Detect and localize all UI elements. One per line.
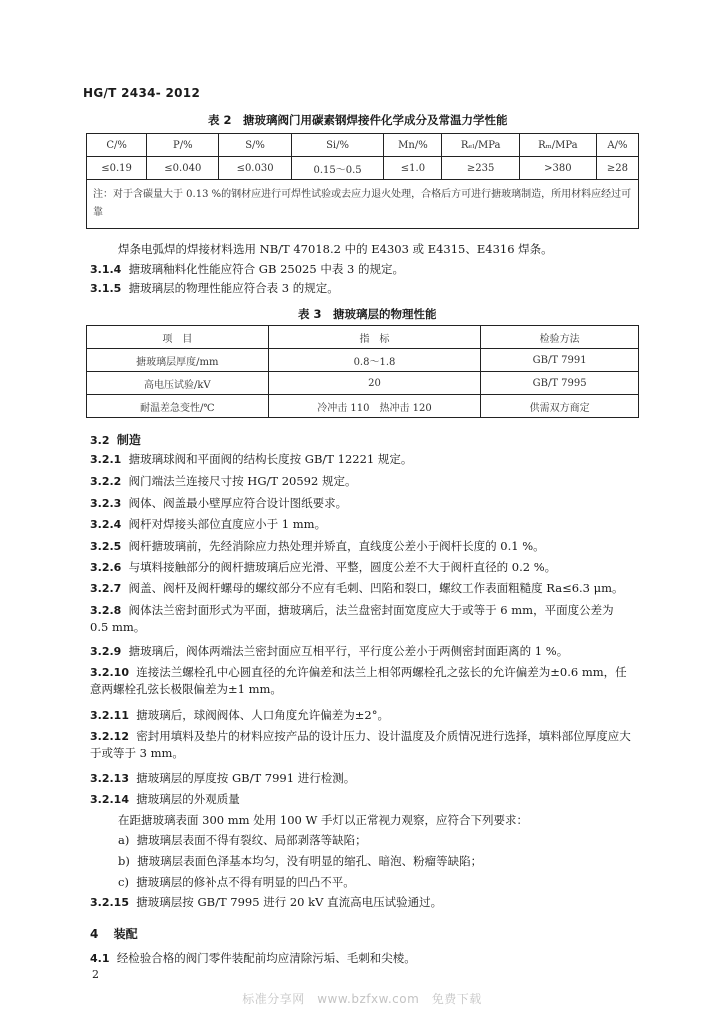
paragraph-3-1-5 (90, 280, 339, 297)
page-number: 2 (92, 968, 99, 981)
clause-number: 3.1.5 (90, 282, 122, 295)
table3-cell: GB/T 7995 (481, 372, 639, 395)
table2-header-cell: P/% (147, 134, 219, 157)
clause-number: 3.2.13 (90, 772, 129, 785)
table2-caption: 表 2 搪玻璃阀门用碳素钢焊接件化学成分及常温力学性能 (208, 113, 508, 127)
paragraph-3-1-4 (90, 261, 404, 278)
table3 (86, 325, 639, 418)
clause-3-2-2 (90, 473, 635, 490)
clause-3-2-11 (90, 707, 635, 724)
table2-cell: ≤1.0 (384, 157, 442, 180)
table3-row (87, 349, 639, 372)
appearance-item-a (118, 832, 638, 848)
watermark: 标准分享网 www.bzfxw.com 免费下载 (242, 992, 482, 1006)
table2-header-cell: A/% (596, 134, 638, 157)
table2-header-cell: Si/% (291, 134, 384, 157)
table2-note-row (87, 180, 639, 229)
table3-cell: 0.8～1.8 (268, 349, 481, 372)
table2-data-row (87, 157, 639, 180)
table3-cell: GB/T 7991 (481, 349, 639, 372)
clause-number: 3.2.1 (90, 453, 122, 466)
clause-text: 搪玻璃层的外观质量 (136, 792, 240, 806)
table3-cell: 耐温差急变性/℃ (87, 395, 269, 418)
table3-cell: 20 (268, 372, 481, 395)
clause-text: 搪玻璃层的厚度按 GB/T 7991 进行检测。 (136, 771, 356, 785)
clause-number: 3.2.11 (90, 709, 129, 722)
clause-3-2-4 (90, 516, 635, 533)
clause-number: 3.2.4 (90, 518, 122, 531)
table2-cell: ≤0.040 (147, 157, 219, 180)
item-marker: a) (118, 833, 130, 847)
clause-text: 搪玻璃后，球阀阀体、人口角度允许偏差为±2°。 (136, 708, 389, 722)
clause-text: 阀体法兰密封面形式为平面，搪玻璃后，法兰盘密封面宽度应大于或等于 6 mm，平面度公差为 0.5 mm。 (90, 603, 614, 634)
appearance-intro: 在距搪玻璃表面 300 mm 处用 100 W 手灯以正常视力观察，应符合下列要求： (118, 813, 528, 827)
clause-text: 搪玻璃层的物理性能应符合表 3 的规定。 (128, 281, 339, 295)
clause-text: 连接法兰螺栓孔中心圆直径的允许偏差和法兰上相邻两螺栓孔之弦长的允许偏差为±0.6 mm，任意两螺栓孔弦长极限偏差为±1 mm。 (90, 665, 627, 696)
table2-header-cell: Rₑₗ/MPa (442, 134, 519, 157)
clause-3-2-15 (90, 894, 635, 911)
table2-cell: ≥28 (596, 157, 638, 180)
item-text: 搪玻璃层的修补点不得有明显的凹凸不平。 (136, 875, 355, 889)
clause-number: 3.2.7 (90, 582, 122, 595)
clause-number: 3.2.5 (90, 540, 122, 553)
clause-number: 3.2.15 (90, 896, 129, 909)
clause-text: 阀杆对焊接头部位直度应小于 1 mm。 (128, 517, 327, 531)
table3-row (87, 395, 639, 418)
table2-header-cell: S/% (219, 134, 291, 157)
clause-number: 3.2.2 (90, 475, 122, 488)
table2-header-cell: Mn/% (384, 134, 442, 157)
table3-cell: 冷冲击 110 热冲击 120 (268, 395, 481, 418)
table2-cell: ≤0.19 (87, 157, 147, 180)
table3-header-cell: 检验方法 (481, 326, 639, 349)
item-text: 搪玻璃层表面色泽基本均匀，没有明显的缩孔、暗泡、粉瘤等缺陷； (137, 854, 483, 868)
clause-text: 搪玻璃层按 GB/T 7995 进行 20 kV 直流高电压试验通过。 (136, 895, 443, 909)
table3-cell: 搪玻璃层厚度/mm (87, 349, 269, 372)
clause-text: 搪玻璃釉料化性能应符合 GB 25025 中表 3 的规定。 (128, 262, 404, 276)
clause-text: 搪玻璃球阀和平面阀的结构长度按 GB/T 12221 规定。 (128, 452, 413, 466)
clause-3-2-5 (90, 538, 635, 555)
clause-3-2-14 (90, 791, 635, 808)
item-marker: c) (118, 875, 129, 889)
table3-caption: 表 3 搪玻璃层的物理性能 (298, 307, 437, 321)
clause-text: 搪玻璃后，阀体两端法兰密封面应互相平行，平行度公差小于两侧密封面距离的 1 %。 (128, 644, 569, 658)
clause-number: 3.2.9 (90, 645, 122, 658)
clause-text: 阀门端法兰连接尺寸按 HG/T 20592 规定。 (128, 474, 357, 488)
table3-header-row (87, 326, 639, 349)
appearance-item-c (118, 874, 638, 890)
table2-header-row (87, 134, 639, 157)
clause-text: 密封用填料及垫片的材料应按产品的设计压力、设计温度及介质情况进行选择，填料部位厚度应大于或等于 3 mm。 (90, 729, 631, 760)
clause-3-2-9 (90, 643, 635, 660)
paragraph-welding-material: 焊条电弧焊的焊接材料选用 NB/T 47018.2 中的 E4303 或 E4315、E4316 焊条。 (118, 242, 553, 256)
table2-cell: ≤0.030 (219, 157, 291, 180)
clause-3-2-8 (90, 602, 635, 635)
table2-cell: ≥235 (442, 157, 519, 180)
table3-header-cell: 指 标 (268, 326, 481, 349)
item-text: 搪玻璃层表面不得有裂纹、局部剥落等缺陷； (136, 833, 367, 847)
clause-number: 3.2.8 (90, 604, 122, 617)
clause-number: 4.1 (90, 952, 110, 965)
table3-cell: 供需双方商定 (481, 395, 639, 418)
table2-header-cell: Rₘ/MPa (519, 134, 596, 157)
section-number: 4 (90, 927, 99, 941)
clause-3-2-13 (90, 770, 635, 787)
table2 (86, 133, 639, 229)
clause-text: 经检验合格的阀门零件装配前均应清除污垢、毛刺和尖棱。 (116, 951, 416, 965)
section-title: 装配 (113, 927, 138, 941)
clause-3-2-1 (90, 451, 635, 468)
clause-text: 与填料接触部分的阀杆搪玻璃后应光滑、平整，圆度公差不大于阀杆直径的 0.2 %。 (128, 560, 557, 574)
clause-title: 制造 (116, 433, 141, 447)
clause-text: 阀体、阀盖最小壁厚应符合设计图纸要求。 (128, 496, 348, 510)
clause-3-2-3 (90, 495, 635, 512)
clause-text: 阀盖、阀杆及阀杆螺母的螺纹部分不应有毛刺、凹陷和裂口，螺纹工作表面粗糙度 Ra≤6.3 μm。 (128, 581, 624, 595)
table2-cell: >380 (519, 157, 596, 180)
table3-row (87, 372, 639, 395)
section-4-heading (90, 923, 138, 942)
clause-number: 3.2.6 (90, 561, 122, 574)
table2-note: 注：对于含碳量大于 0.13 %的钢材应进行可焊性试验或去应力退火处理，合格后方可进行搪玻璃制造，所用材料应经过可靠 (87, 180, 639, 229)
clause-3-2-6 (90, 559, 635, 576)
clause-number: 3.1.4 (90, 263, 122, 276)
clause-number: 3.2.3 (90, 497, 122, 510)
table3-cell: 高电压试验/kV (87, 372, 269, 395)
item-marker: b) (118, 854, 130, 868)
clause-number: 3.2 (90, 434, 110, 447)
table3-header-cell: 项 目 (87, 326, 269, 349)
standard-code-header: HG/T 2434- 2012 (83, 86, 201, 100)
clause-4-1 (90, 950, 635, 967)
clause-3-2 (90, 432, 141, 449)
table2-header-cell: C/% (87, 134, 147, 157)
clause-3-2-12 (90, 728, 635, 761)
clause-number: 3.2.10 (90, 666, 129, 679)
clause-number: 3.2.12 (90, 730, 129, 743)
clause-number: 3.2.14 (90, 793, 129, 806)
clause-3-2-10 (90, 664, 635, 697)
clause-text: 阀杆搪玻璃前，先经消除应力热处理并矫直，直线度公差小于阀杆长度的 0.1 %。 (128, 539, 545, 553)
table2-cell: 0.15～0.5 (291, 157, 384, 180)
appearance-item-b (118, 853, 638, 869)
clause-3-2-7 (90, 580, 635, 597)
